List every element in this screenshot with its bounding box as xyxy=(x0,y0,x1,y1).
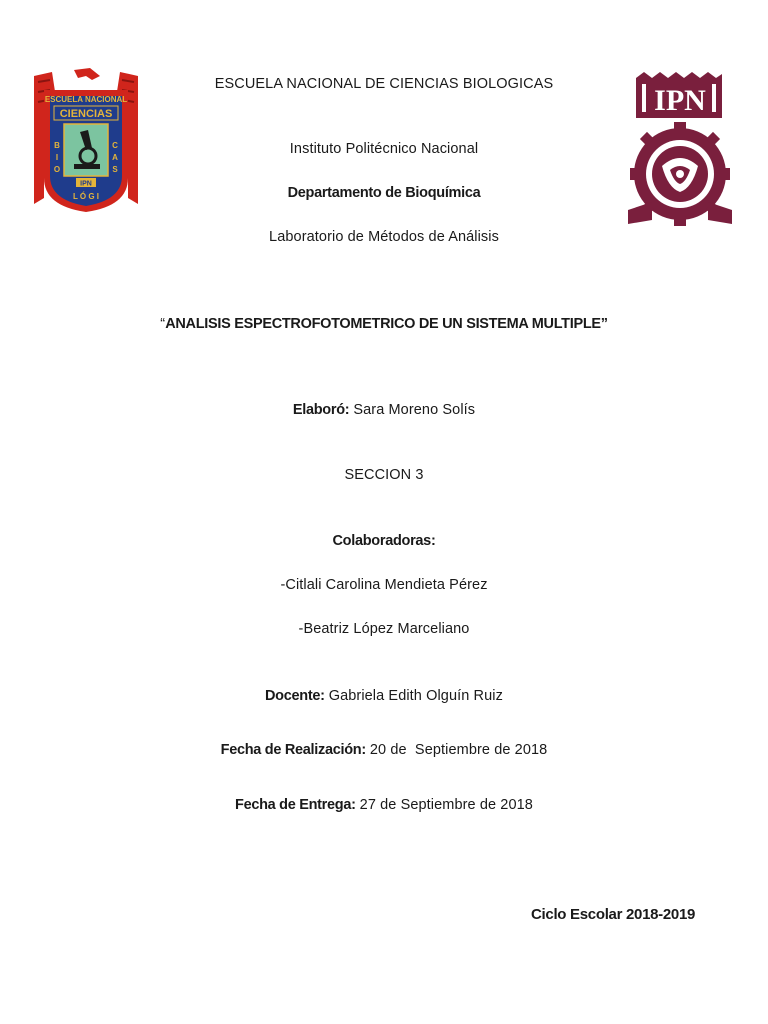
realization-date-label: Fecha de Realización: xyxy=(220,742,366,758)
svg-text:B: B xyxy=(54,141,60,150)
author-label: Elaboró: xyxy=(292,402,350,418)
delivery-date-value: 27 de Septiembre de 2018 xyxy=(359,797,533,813)
teacher-label: Docente: xyxy=(265,688,325,704)
collaborators-label: Colaboradoras: xyxy=(332,533,436,549)
logo-ipn-text: IPN xyxy=(80,180,92,188)
svg-text:C: C xyxy=(112,141,118,150)
school-name: ESCUELA NACIONAL DE CIENCIAS BIOLOGICAS xyxy=(214,76,554,92)
report-title xyxy=(0,316,768,332)
department-name: Departamento de Bioquímica xyxy=(287,185,481,201)
logo-band-text: CIENCIAS xyxy=(59,108,113,120)
collaborator-name: -Beatriz López Marceliano xyxy=(298,621,470,637)
realization-date-value: 20 de Septiembre de 2018 xyxy=(369,742,548,758)
svg-text:I: I xyxy=(55,153,59,162)
collaborator-name: -Citlali Carolina Mendieta Pérez xyxy=(280,577,488,593)
school-cycle: Ciclo Escolar 2018-2019 xyxy=(531,906,696,923)
laboratory-name: Laboratorio de Métodos de Análisis xyxy=(269,229,499,245)
delivery-date-label: Fecha de Entrega: xyxy=(235,797,356,813)
svg-text:A: A xyxy=(112,153,118,162)
realization-date-line xyxy=(0,742,768,758)
ipn-logo-text: IPN xyxy=(654,84,706,117)
author-value: Sara Moreno Solís xyxy=(353,402,476,418)
title-open-quote: “ xyxy=(160,316,166,332)
title-text: ANALISIS ESPECTROFOTOMETRICO DE UN SISTEMA MULTIPLE” xyxy=(165,316,608,332)
svg-text:S: S xyxy=(112,165,118,174)
svg-text:L Ó G I: L Ó G I xyxy=(72,192,100,201)
svg-text:O: O xyxy=(53,165,61,174)
teacher-value: Gabriela Edith Olguín Ruiz xyxy=(328,688,503,704)
section-label: SECCION 3 xyxy=(344,467,424,483)
author-line xyxy=(0,402,768,418)
institute-name: Instituto Politécnico Nacional xyxy=(289,141,479,157)
delivery-date-line xyxy=(0,797,768,813)
logo-top-text: ESCUELA NACIONAL xyxy=(44,95,128,104)
teacher-line xyxy=(0,688,768,704)
